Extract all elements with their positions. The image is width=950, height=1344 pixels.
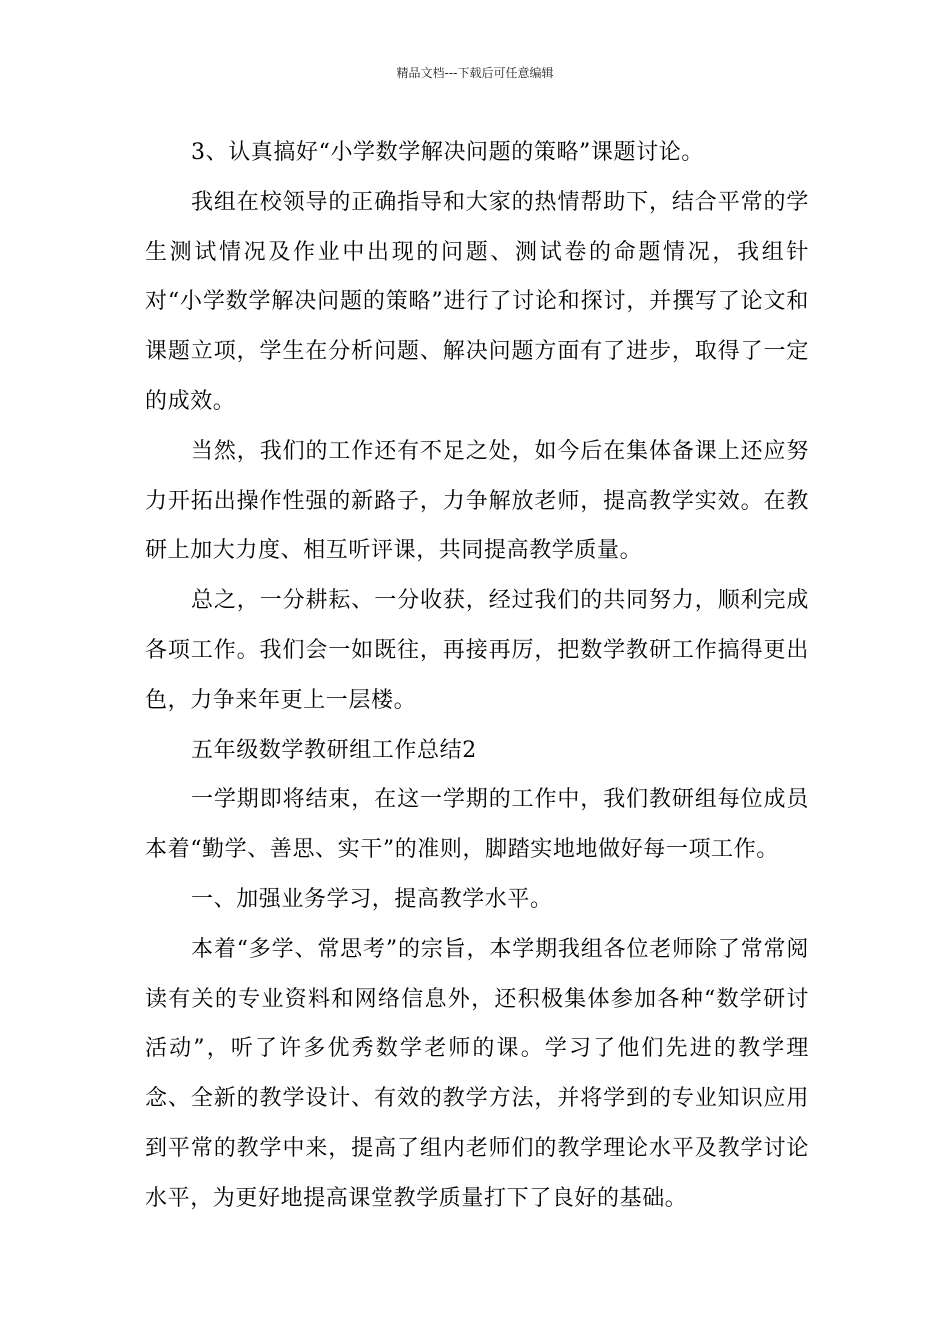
- page-header: 精品文档---下载后可任意编辑: [396, 66, 554, 80]
- section-title: 五年级数学教研组工作总结2: [191, 737, 477, 763]
- paragraph-semester-intro: 一学期即将结束，在这一学期的工作中，我们教研组每位成员本着“勤学、善思、实干”的准则，脚踏实地地做好每一项工作。: [145, 787, 809, 863]
- document-body: [145, 128, 809, 1224]
- paragraph-research-topic: 3、认真搞好“小学数学解决问题的策略”课题讨论。: [191, 140, 704, 165]
- section-heading-study: 一、加强业务学习，提高教学水平。: [191, 886, 553, 912]
- paragraph-shortcomings: 当然，我们的工作还有不足之处，如今后在集体备课上还应努力开拓出操作性强的新路子，力争解放老师，提高教学实效。在教研上加大力度、相互听评课，共同提高教学质量。: [145, 438, 809, 564]
- paragraph-research-detail: 我组在校领导的正确指导和大家的热情帮助下，结合平常的学生测试情况及作业中出现的问题、测试卷的命题情况，我组针对“小学数学解决问题的策略”进行了讨论和探讨，并撰写了论文和课题立项，学生在分析问题、解决问题方面有了进步，取得了一定的成效。: [145, 189, 809, 414]
- paragraph-study-detail: 本着“多学、常思考”的宗旨，本学期我组各位老师除了常常阅读有关的专业资料和网络信息外，还积极集体参加各种“数学研讨活动”，听了许多优秀数学老师的课。学习了他们先进的教学理念、全新的教学设计、有效的教学方法，并将学到的专业知识应用到平常的教学中来，提高了组内老师们的教学理论水平及教学讨论水平，为更好地提高课堂教学质量打下了良好的基础。: [145, 936, 809, 1211]
- paragraph-conclusion: 总之，一分耕耘、一分收获，经过我们的共同努力，顺利完成各项工作。我们会一如既往，再接再厉，把数学教研工作搞得更出色，力争来年更上一层楼。: [145, 588, 809, 713]
